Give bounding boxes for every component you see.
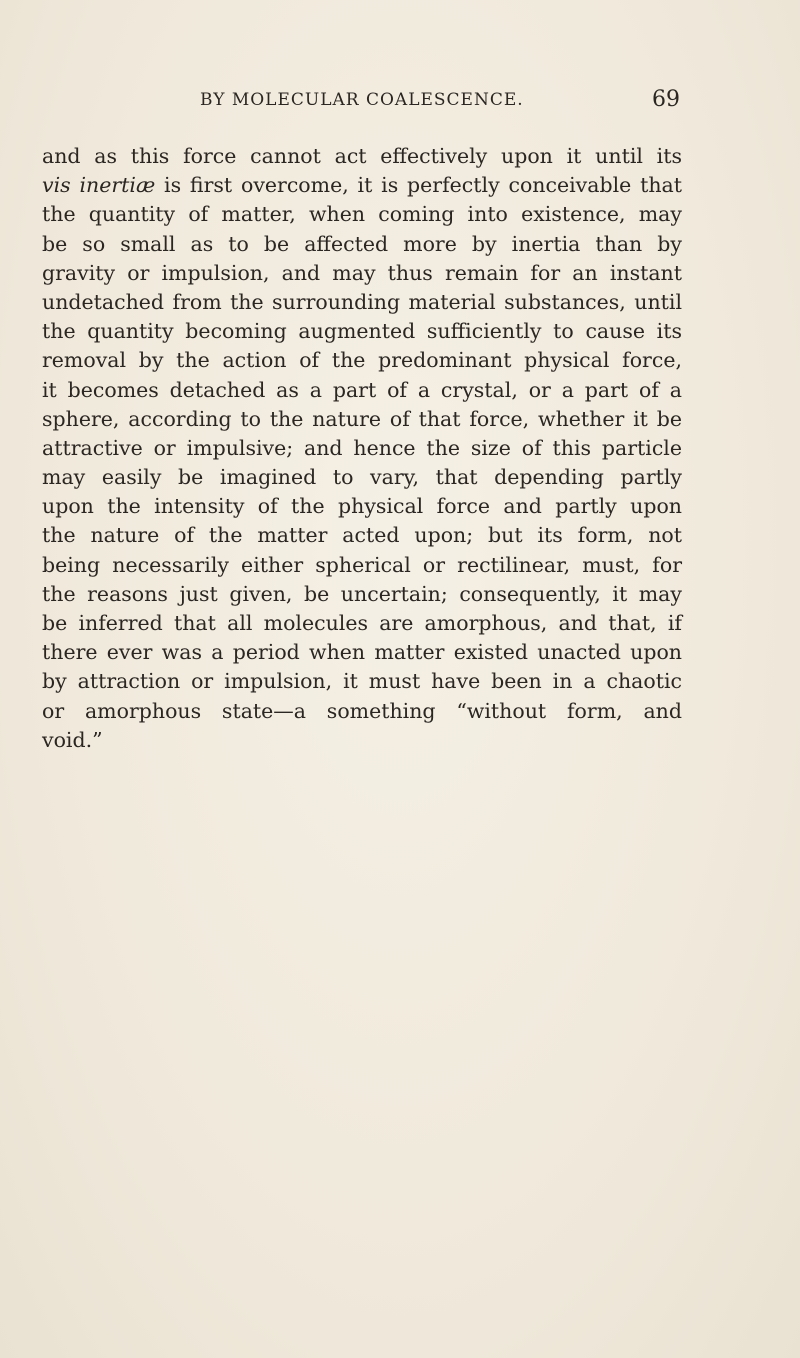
text-line: or amorphous state—a something “without form, and xyxy=(42,698,682,723)
text-line: there ever was a period when matter existed unacted upon xyxy=(42,640,682,665)
text-line: the reasons just given, be uncertain; consequently, it may xyxy=(42,581,682,606)
text-line: may easily be imagined to vary, that depending partly xyxy=(42,465,682,490)
text-line: removal by the action of the predominant physical force, xyxy=(42,348,682,373)
text-line: undetached from the surrounding material substances, until xyxy=(42,289,682,314)
italic-phrase: vis inertiæ xyxy=(42,173,156,198)
text-line: void.” xyxy=(42,727,103,752)
text-line: sphere, according to the nature of that force, whether it be xyxy=(42,406,682,431)
text-line: being necessarily either spherical or rectilinear, must, for xyxy=(42,552,682,577)
text-line: the nature of the matter acted upon; but its form, not xyxy=(42,523,682,548)
text-line: attractive or impulsive; and hence the size of this particle xyxy=(42,435,682,460)
text-line: it becomes detached as a part of a crystal, or a part of a xyxy=(42,377,682,402)
text-line: by attraction or impulsion, it must have been in a chaotic xyxy=(42,669,682,694)
text-line: the quantity becoming augmented sufficiently to cause its xyxy=(42,319,682,344)
body-paragraph xyxy=(42,142,682,755)
text-line: gravity or impulsion, and may thus remain for an instant xyxy=(42,260,682,285)
text-line: be so small as to be affected more by inertia than by xyxy=(42,231,682,256)
text-fragment: is first overcome, it is perfectly conceivable that xyxy=(155,173,682,198)
running-title: BY MOLECULAR COALESCENCE. xyxy=(200,90,524,110)
text-line: and as this force cannot act effectively upon it until its xyxy=(42,144,682,168)
text-line xyxy=(42,171,682,200)
text-line: upon the intensity of the physical force and partly upon xyxy=(42,494,682,519)
text-line: the quantity of matter, when coming into existence, may xyxy=(42,202,682,227)
text-line: be inferred that all molecules are amorphous, and that, if xyxy=(42,611,682,635)
page-number: 69 xyxy=(652,87,680,112)
